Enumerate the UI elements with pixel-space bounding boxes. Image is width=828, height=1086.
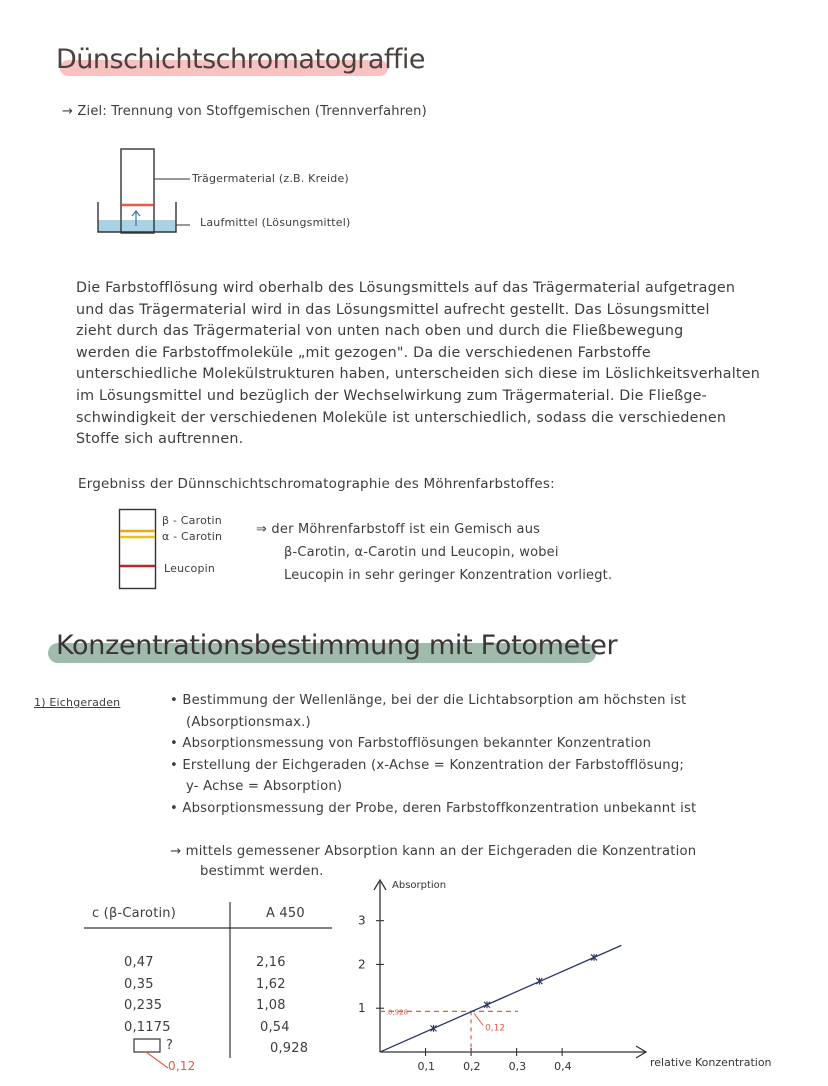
table-cell: 0,47 — [124, 955, 154, 970]
calibration-chart — [340, 870, 828, 1080]
table-col-c — [124, 952, 171, 1038]
annotation-y-label: 0,928 — [388, 1008, 409, 1017]
bullet-item: • Erstellung der Eichgeraden (x-Achse = Konzentration der Farbstofflösung; — [170, 757, 685, 773]
label-leucopin: Leucopin — [164, 562, 216, 575]
bullet-item: y- Achse = Absorption) — [186, 779, 343, 794]
label-solvent: Laufmittel (Lösungsmittel) — [200, 216, 351, 229]
result-line: β-Carotin, α-Carotin und Leucopin, wobei — [284, 545, 559, 560]
table-cell: 0,1175 — [124, 1019, 171, 1035]
table-cell: 2,16 — [256, 955, 286, 970]
conclusion-line: bestimmt werden. — [200, 864, 324, 879]
data-point — [484, 1001, 490, 1008]
unknown-result: 0,12 — [168, 1059, 196, 1073]
bullet-list — [170, 690, 696, 819]
paragraph-line: und das Trägermaterial wird in das Lösungsmittel aufrecht gestellt. Das Lösungsmittel — [76, 301, 710, 318]
data-point — [431, 1025, 437, 1032]
label-carrier: Trägermaterial (z.B. Kreide) — [192, 172, 349, 185]
annotation-pointer — [474, 1013, 483, 1025]
table-cell: 0,35 — [124, 976, 154, 992]
goal-line: → Ziel: Trennung von Stoffgemischen (Trennverfahren) — [62, 104, 427, 119]
bullet-item: • Bestimmung der Wellenlänge, bei der die Lichtabsorption am höchsten ist — [170, 693, 687, 708]
table-cell: 0,54 — [260, 1019, 290, 1035]
paragraph-line: Die Farbstofflösung wird oberhalb des Lösungsmittels auf das Trägermaterial aufgetragen — [76, 280, 736, 296]
x-axis-label: relative Konzentration — [650, 1056, 772, 1069]
table-cell: 1,62 — [256, 976, 286, 992]
y-axis-label: Absorption — [392, 880, 447, 891]
label-alpha: α - Carotin — [162, 530, 223, 543]
x-tick-label: 0,2 — [463, 1060, 481, 1073]
table-header-a: A 450 — [266, 906, 305, 921]
paragraph-line: unterschiedliche Molekülstrukturen haben, unterscheiden sich diese im Löslichkeitsverhalten — [76, 366, 760, 383]
table-cell: 1,08 — [256, 998, 286, 1013]
result-line: ⇒ der Möhrenfarbstoff ist ein Gemisch aus — [256, 522, 541, 537]
table-cell: 0,928 — [270, 1041, 309, 1056]
x-tick-label: 0,1 — [417, 1060, 436, 1073]
paragraph-line: im Lösungsmittel und bezüglich der Wechselwirkung zum Trägermaterial. Die Fließge- — [76, 387, 708, 404]
series-line — [380, 945, 621, 1052]
data-point — [591, 954, 597, 961]
solvent-fill — [98, 220, 176, 232]
paragraph-line: schwindigkeit der verschiedenen Moleküle ist unterschiedlich, sodass die verschiedenen — [76, 409, 727, 426]
label-beta: β - Carotin — [162, 514, 222, 527]
bullet-item: • Absorptionsmessung der Probe, deren Farbstoffkonzentration unbekannt ist — [170, 800, 697, 816]
result-text — [256, 518, 612, 587]
table-col-a — [256, 952, 308, 1060]
bullet-item: (Absorptionsmax.) — [186, 714, 311, 730]
table-header-c: c (β-Carotin) — [92, 906, 177, 921]
y-tick-label: 1 — [358, 1001, 366, 1016]
paragraph-line: Stoffe sich auftrennen. — [76, 431, 244, 448]
paragraph-line: werden die Farbstoffmoleküle „mit gezogen". Da die verschiedenen Farbstoffe — [76, 344, 651, 361]
paragraph-line: zieht durch das Trägermaterial von unten nach oben und durch die Fließbewegung — [76, 323, 684, 340]
x-tick-label: 0,3 — [508, 1060, 527, 1073]
y-tick-label: 3 — [358, 913, 366, 928]
result-heading: Ergebniss der Dünnschichtschromatographie des Möhrenfarbstoffes: — [78, 476, 555, 492]
bullet-item: • Absorptionsmessung von Farbstofflösungen bekannter Konzentration — [170, 736, 652, 751]
conclusion-line: → mittels gemessener Absorption kann an der Eichgeraden die Konzentration — [170, 844, 697, 859]
step-label: 1) Eichgeraden — [34, 696, 121, 709]
unknown-question: ? — [166, 1038, 174, 1053]
y-tick-label: 2 — [358, 957, 366, 972]
result-line: Leucopin in sehr geringer Konzentration vorliegt. — [284, 568, 613, 583]
table-cell: 0,235 — [124, 998, 163, 1013]
annotation-x-label: 0,12 — [485, 1023, 506, 1034]
section1-title: Dünschichtschromatograffie — [56, 44, 425, 75]
tlc-diagram — [90, 140, 190, 240]
section2-title: Konzentrationsbestimmung mit Fotometer — [56, 630, 618, 661]
description-paragraph — [76, 278, 816, 451]
result-plate — [118, 508, 160, 592]
x-tick-label: 0,4 — [554, 1060, 572, 1073]
